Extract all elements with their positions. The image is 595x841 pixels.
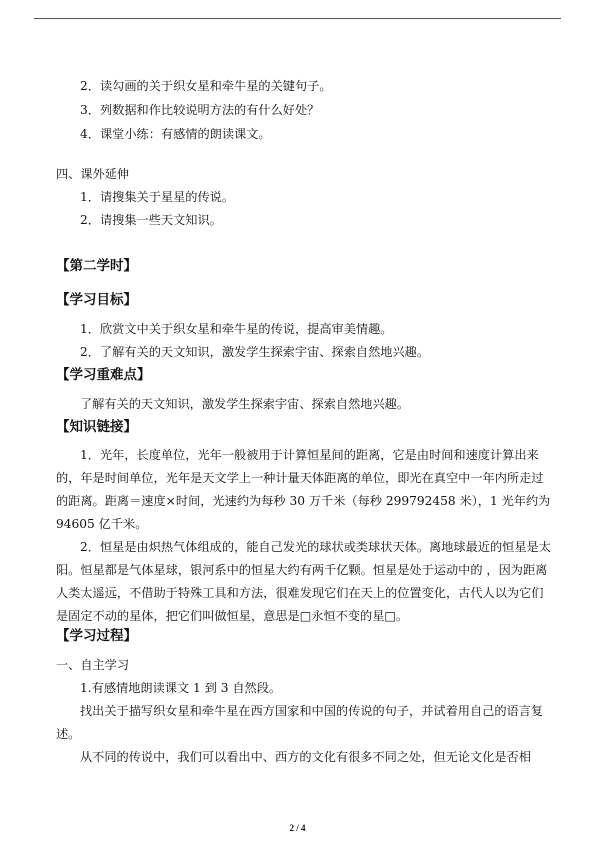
section-three-item: 3．列数据和作比较说明方法的有什么好处？ bbox=[80, 103, 320, 117]
section-four-item: 1．请搜集关于星星的传说。 bbox=[80, 190, 235, 204]
section-four-title: 四、课外延伸 bbox=[56, 167, 130, 181]
knowledge-line: 2．恒星是由炽热气体组成的，能自己发光的球状或类球状天体。离地球最近的恒星是太 bbox=[80, 540, 551, 554]
goal-item: 2．了解有关的天文知识，激发学生探索宇宙、探索自然地兴趣。 bbox=[80, 345, 430, 359]
goals-heading: 【学习目标】 bbox=[56, 292, 137, 308]
knowledge-line: 1．光年，长度单位，光年一般被用于计算恒星间的距离，它是由时间和速度计算出来 bbox=[80, 448, 539, 462]
process-line: 述。 bbox=[56, 727, 81, 741]
process-line: 从不同的传说中，我们可以看出中、西方的文化有很多不同之处，但无论文化是否相 bbox=[80, 750, 531, 764]
process-section-title: 一、自主学习 bbox=[56, 658, 130, 672]
key-points-heading: 【学习重难点】 bbox=[56, 367, 151, 383]
knowledge-line: 的，年是时间单位，光年是天文学上一种计量天体距离的单位，即光在真空中一年内所走过 bbox=[56, 471, 544, 485]
header-rule bbox=[34, 18, 561, 19]
knowledge-line: 人类太遥远，不借助于特殊工具和方法，很难发现它们在天上的位置变化，古代人以为它们 bbox=[56, 586, 544, 600]
knowledge-line: 是固定不动的星体，把它们叫做恒星，意思是□永恒不变的星□。 bbox=[56, 609, 409, 623]
section-three-item: 2．读勾画的关于织女星和牵牛星的关键句子。 bbox=[80, 79, 332, 93]
process-heading: 【学习过程】 bbox=[56, 628, 137, 644]
section-three-item: 4．课堂小练：有感情的朗读课文。 bbox=[80, 127, 271, 141]
goal-item: 1．欣赏文中关于织女星和牵牛星的传说，提高审美情趣。 bbox=[80, 322, 393, 336]
process-line: 1.有感情地朗读课文 1 到 3 自然段。 bbox=[80, 681, 282, 695]
knowledge-line: 阳。恒星都是气体星球，银河系中的恒星大约有两千亿颗。恒星是处于运动中的 ，因为距离 bbox=[56, 563, 548, 577]
process-line: 找出关于描写织女星和牵牛星在西方国家和中国的传说的句子，并试着用自己的语言复 bbox=[80, 704, 544, 718]
knowledge-line: 94605 亿千米。 bbox=[56, 517, 148, 531]
knowledge-heading: 【知识链接】 bbox=[56, 419, 137, 435]
lesson-two-title: 【第二学时】 bbox=[56, 258, 137, 274]
section-four-item: 2．请搜集一些天文知识。 bbox=[80, 213, 222, 227]
knowledge-line: 的距离。距离＝速度×时间，光速约为每秒 30 万千米（每秒 299792458 米），1 光年约为 bbox=[56, 494, 551, 508]
page-number: 2 / 4 bbox=[289, 823, 306, 833]
key-points-text: 了解有关的天文知识，激发学生探索宇宙、探索自然地兴趣。 bbox=[80, 397, 410, 411]
